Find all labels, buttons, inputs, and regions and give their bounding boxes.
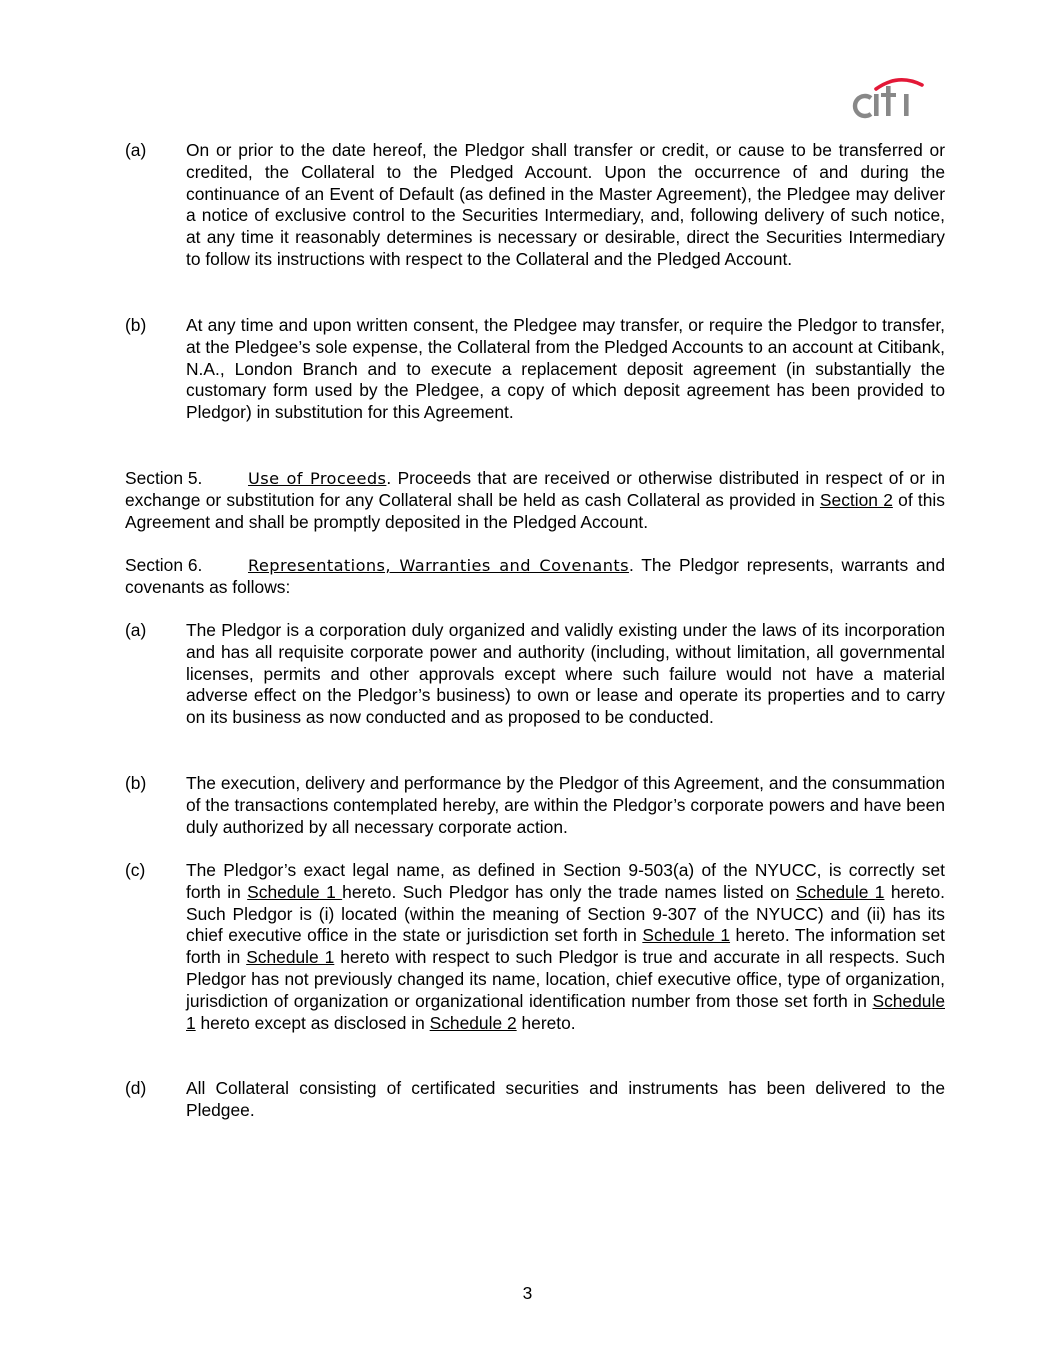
schedule-1-reference: Schedule 1 bbox=[186, 990, 945, 1033]
schedule-2-reference: Schedule 2 bbox=[429, 1012, 517, 1033]
item-label: (d) bbox=[125, 1078, 147, 1098]
item-text-part: The Pledgor’s exact legal name, as defined in Section 9-503(a) of the NYUCC, is correctly set forth in bbox=[186, 860, 945, 902]
section-5-title: Use of Proceeds bbox=[248, 469, 387, 488]
item-label: (b) bbox=[125, 315, 147, 335]
item-text: At any time and upon written consent, the Pledgee may transfer, or require the Pledgor to transfer, at the Pledgee’s sole expense, the Collateral from the Pledged Accounts to an account at Citibank, N.A., London Branch and to execute a replacement deposit agreement (in substantially the customary form used by the Pledgee, a copy of which deposit agreement has been provided to Pledgor) in substitution for this Agreement. bbox=[186, 315, 945, 423]
item-text: The Pledgor is a corporation duly organized and validly existing under the laws of its incorporation and has all requisite corporate power and authority (including, without limitation, all governmental licenses, permits and other approvals except where such failure would not have a material adverse effect on the Pledgor’s business) to own or lease and operate its properties and to carry on its business as now conducted and as proposed to be conducted. bbox=[186, 620, 945, 728]
citi-logo-icon bbox=[852, 72, 928, 120]
section-5-paragraph bbox=[125, 468, 945, 533]
list-item bbox=[125, 773, 945, 838]
section-5-number: Section 5. bbox=[125, 468, 203, 488]
list-item bbox=[125, 1078, 945, 1122]
list-item bbox=[125, 315, 945, 424]
item-label: (c) bbox=[125, 860, 146, 880]
item-text bbox=[186, 860, 945, 1034]
item-text: All Collateral consisting of certificated securities and instruments has been delivered to the Pledgee. bbox=[186, 1078, 945, 1120]
list-item bbox=[125, 140, 945, 271]
schedule-1-reference: Schedule 1 bbox=[247, 881, 343, 902]
section-2-link: Section 2 bbox=[819, 489, 893, 510]
page-number: 3 bbox=[522, 1283, 533, 1303]
item-text: The execution, delivery and performance by the Pledgor of this Agreement, and the consummation of the transactions contemplated hereby, are within the Pledgor’s corporate powers and have been duly authorized by all necessary corporate action. bbox=[186, 773, 945, 837]
schedule-1-reference: Schedule 1 bbox=[795, 881, 885, 902]
item-text-part: hereto. bbox=[516, 1012, 576, 1033]
section-5-text: . Proceeds that are received or otherwise distributed in respect of or in exchange or substitution for any Collateral shall be held as cash Collateral as provided in bbox=[125, 468, 945, 510]
section-6-number: Section 6. bbox=[125, 555, 203, 575]
list-item bbox=[125, 620, 945, 729]
section-6-text: . The Pledgor represents, warrants and covenants as follows: bbox=[125, 555, 946, 597]
section-6-title: Representations, Warranties and Covenants bbox=[248, 556, 629, 575]
item-label: (b) bbox=[125, 773, 147, 793]
item-text: On or prior to the date hereof, the Pledgor shall transfer or credit, or cause to be transferred or credited, the Collateral to the Pledged Account. Upon the occurrence of and during the continuance of an Event of Default (as defined in the Master Agreement), the Pledgee may deliver a notice of exclusive control to the Securities Intermediary, and, following delivery of such notice, at any time it reasonably determines is necessary or desirable, direct the Securities Intermediary to follow its instructions with respect to the Collateral and the Pledged Account. bbox=[186, 140, 945, 269]
item-text-part: hereto with respect to such Pledgor is true and accurate in all respects. Such Pledgor has not previously changed its name, location, chief executive office, type of organization, jurisdiction of organization or organizational identification number from those set forth in bbox=[186, 947, 945, 1011]
item-label: (a) bbox=[125, 620, 147, 640]
item-text-part: hereto except as disclosed in bbox=[195, 1012, 430, 1033]
schedule-1-reference: Schedule 1 bbox=[246, 947, 335, 968]
section-6-paragraph bbox=[125, 555, 945, 599]
citi-logo bbox=[852, 72, 928, 120]
schedule-1-reference: Schedule 1 bbox=[642, 925, 731, 946]
item-label: (a) bbox=[125, 140, 147, 160]
item-text-part: hereto. Such Pledgor has only the trade names listed on bbox=[342, 881, 796, 902]
section-5-text-end: of this Agreement and shall be promptly deposited in the Pledged Account. bbox=[125, 489, 945, 532]
list-item bbox=[125, 860, 945, 1034]
item-text-part: hereto. The information set forth in bbox=[186, 925, 945, 968]
item-text-part: hereto. Such Pledgor is (i) located (within the meaning of Section 9-307 of the NYUCC) and (ii) has its chief executive office in the state or jurisdiction set forth in bbox=[186, 881, 946, 946]
